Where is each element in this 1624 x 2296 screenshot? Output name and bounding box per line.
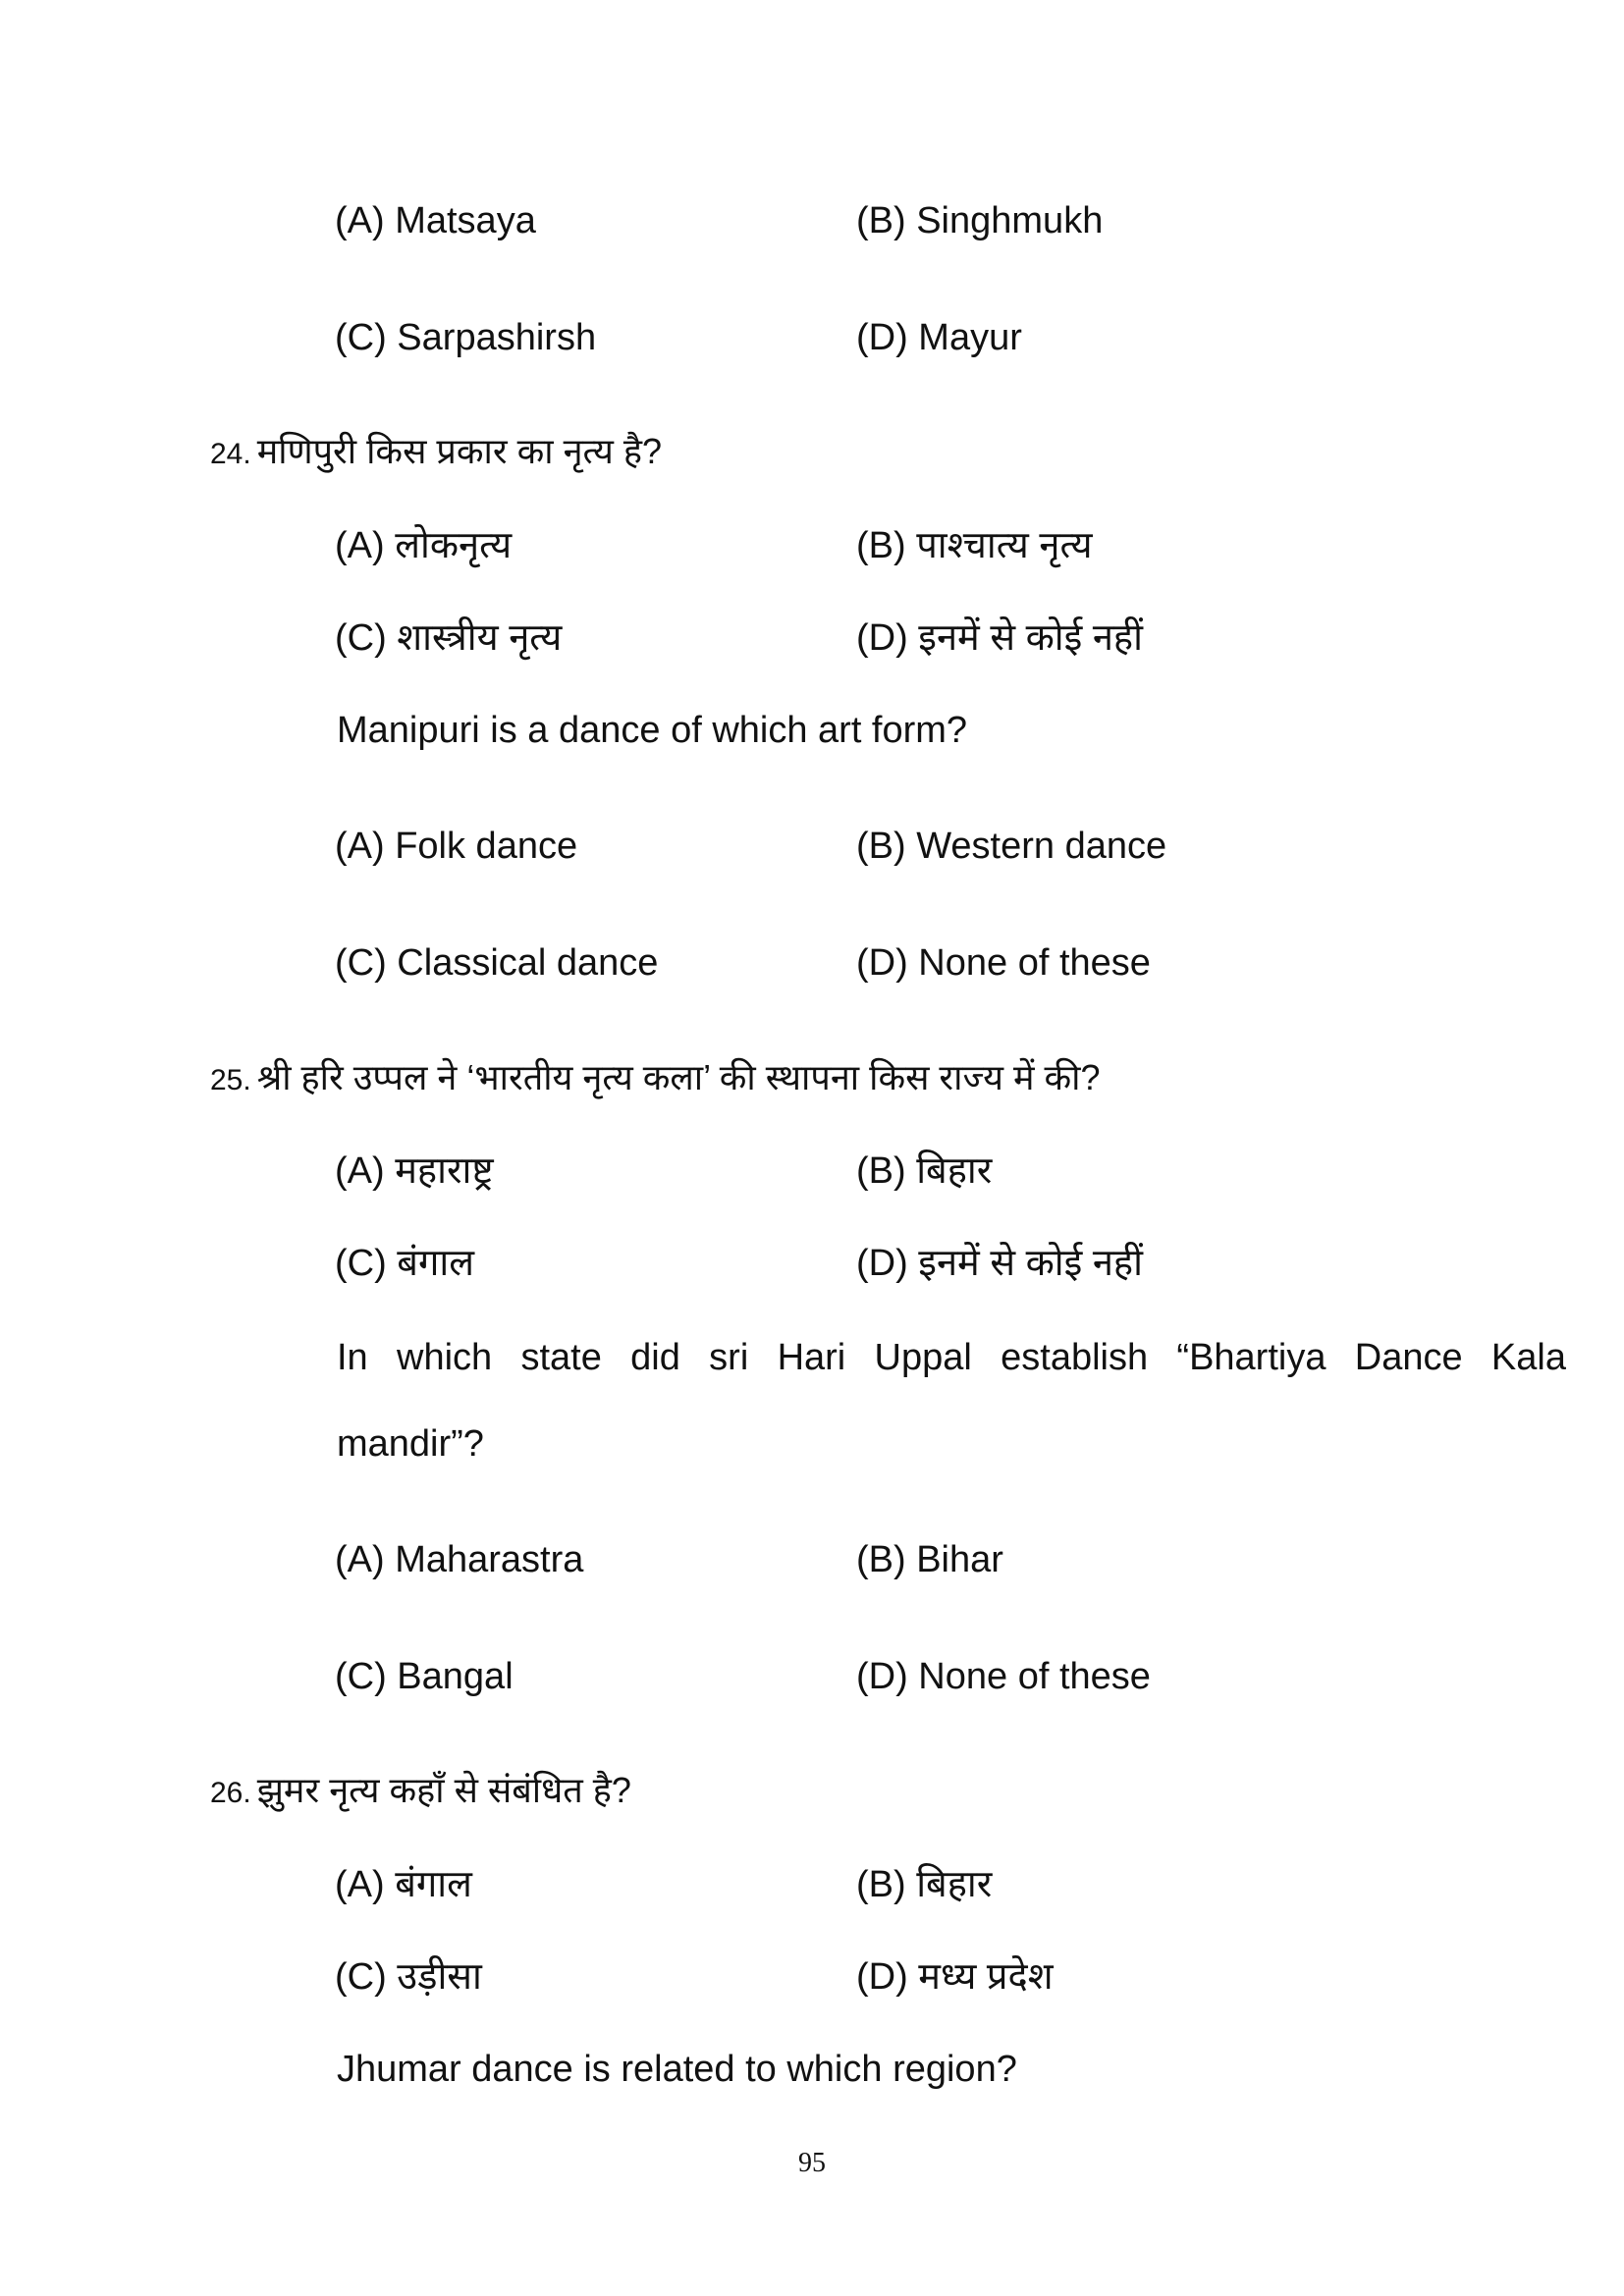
- q25-option-a: (A) Maharastra: [335, 1539, 584, 1580]
- q24-option-b: (B) Western dance: [856, 826, 1167, 867]
- q26-question-english: Jhumar dance is related to which region?: [337, 2049, 1017, 2090]
- q26-question-hindi: [210, 1770, 631, 1810]
- q25-question-hindi: [210, 1057, 1101, 1097]
- q25-option-d-hindi: (D) इनमें से कोई नहीं: [856, 1243, 1143, 1284]
- q25-question-hindi-text: श्री हरि उप्पल ने ‘भारतीय नृत्य कला’ की स्थापना किस राज्य में की?: [256, 1057, 1101, 1097]
- q24-option-c: (C) Classical dance: [335, 942, 659, 984]
- q23-option-c: (C) Sarpashirsh: [335, 317, 597, 358]
- q24-option-a: (A) Folk dance: [335, 826, 578, 867]
- q25-option-a-hindi: (A) महाराष्ट्र: [335, 1150, 494, 1192]
- q25-option-c-hindi: (C) बंगाल: [335, 1243, 475, 1284]
- q23-option-d: (D) Mayur: [856, 317, 1022, 358]
- q25-question-english-line1: In which state did sri Hari Uppal establish “Bhartiya Dance Kala: [337, 1337, 1566, 1378]
- q24-option-b-hindi: (B) पाश्चात्य नृत्य: [856, 525, 1093, 566]
- q26-option-b-hindi: (B) बिहार: [856, 1864, 993, 1905]
- q26-option-a-hindi: (A) बंगाल: [335, 1864, 472, 1905]
- q24-question-english: Manipuri is a dance of which art form?: [337, 710, 968, 751]
- q24-option-a-hindi: (A) लोकनृत्य: [335, 525, 513, 566]
- q26-number: 26.: [210, 1777, 251, 1809]
- q25-option-d: (D) None of these: [856, 1656, 1151, 1697]
- q25-option-b: (B) Bihar: [856, 1539, 1003, 1580]
- q26-question-hindi-text: झुमर नृत्य कहाँ से संबंधित है?: [256, 1770, 631, 1810]
- q24-question-hindi-text: मणिपुरी किस प्रकार का नृत्य है?: [256, 431, 663, 471]
- q23-option-b: (B) Singhmukh: [856, 200, 1104, 241]
- q23-option-a: (A) Matsaya: [335, 200, 536, 241]
- q24-option-d: (D) None of these: [856, 942, 1151, 984]
- q25-question-english-line2: mandir”?: [337, 1423, 484, 1465]
- q24-option-c-hindi: (C) शास्त्रीय नृत्य: [335, 617, 563, 659]
- q25-number: 25.: [210, 1064, 251, 1096]
- q24-option-d-hindi: (D) इनमें से कोई नहीं: [856, 617, 1143, 659]
- q24-question-hindi: [210, 431, 663, 471]
- q26-option-c-hindi: (C) उड़ीसा: [335, 1956, 482, 1998]
- q26-option-d-hindi: (D) मध्य प्रदेश: [856, 1956, 1054, 1998]
- q25-option-c: (C) Bangal: [335, 1656, 514, 1697]
- q24-number: 24.: [210, 438, 251, 470]
- q25-option-b-hindi: (B) बिहार: [856, 1150, 993, 1192]
- page-number: 95: [798, 2148, 826, 2178]
